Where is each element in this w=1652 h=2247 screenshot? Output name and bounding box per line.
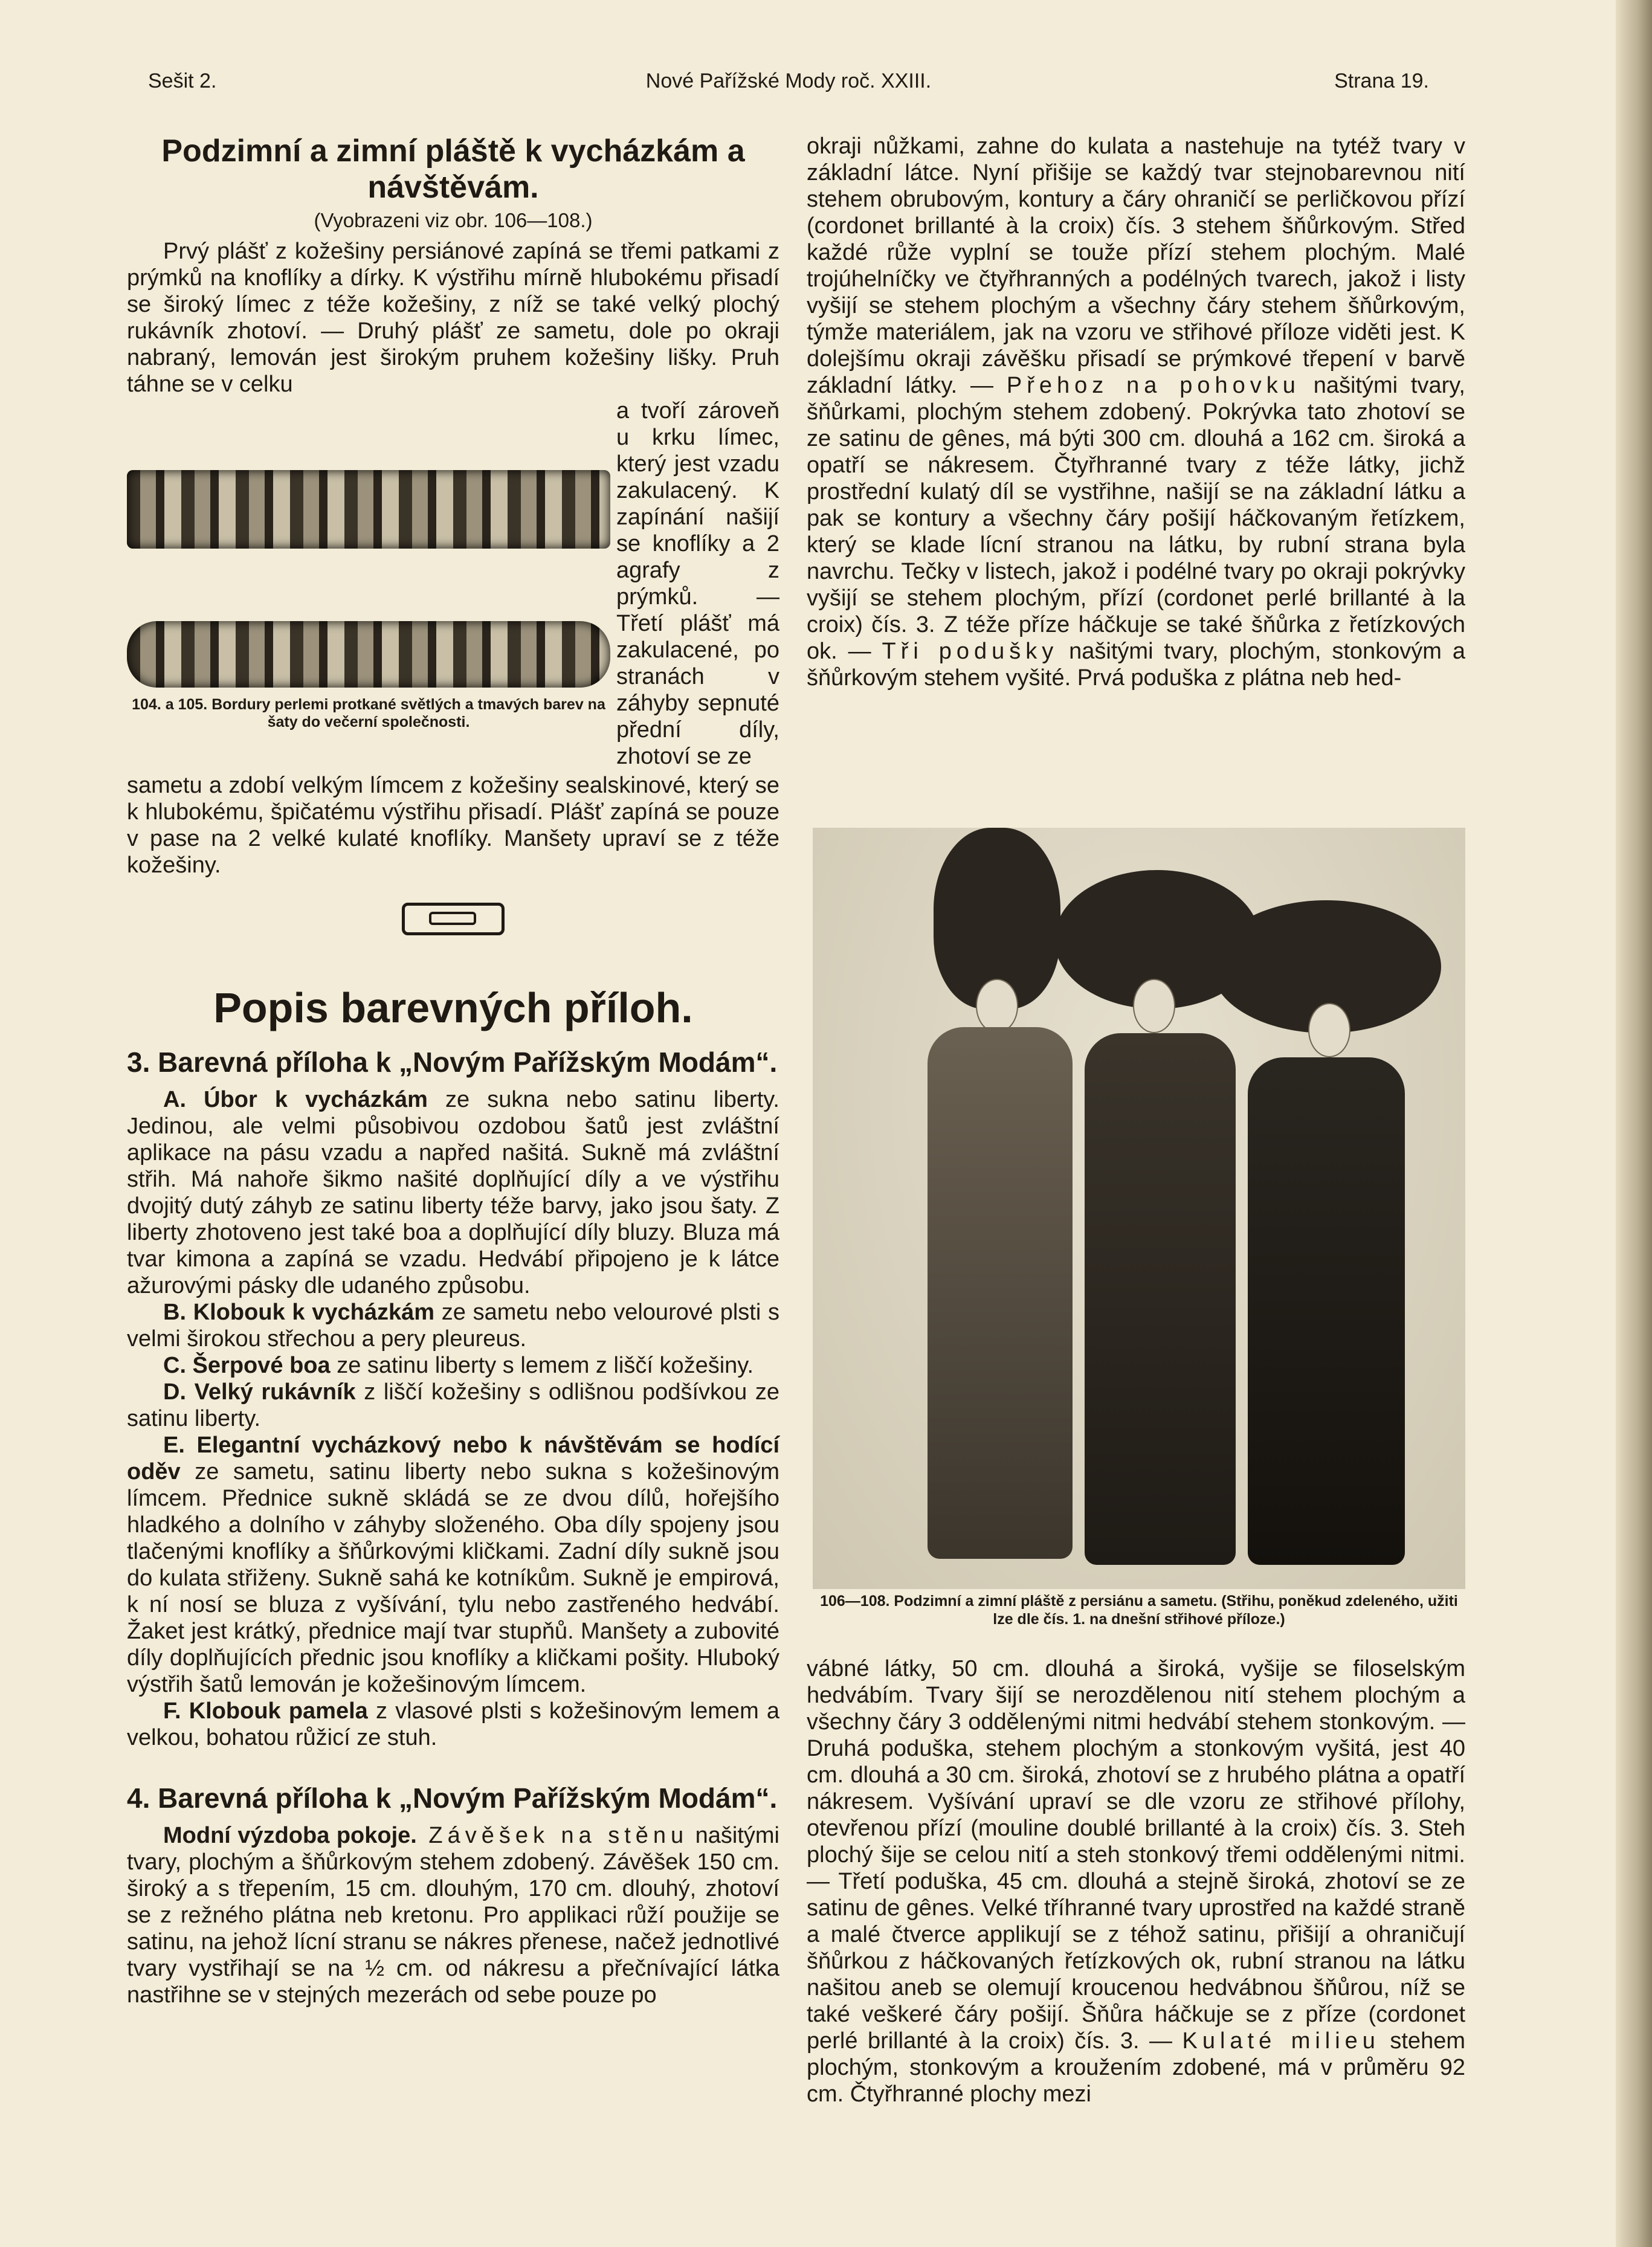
coats-paragraph: Prvý plášť z kožešiny persiánové zapíná se třemi patkami z prýmků na knoflíky a dírky. K výstřihu mírně hlubokému přisadí se široký límec z téže kožešiny, z níž se také velký plochý rukávník zhotoví. — Druhý plášť ze sametu, dole po okraji nabraný, lemován jest širokým pruhem kožešiny lišky. Pruh táhne se v celku [127,239,779,397]
right-column-bottom [807,1655,1465,2107]
couch-cover-word: Přehoz na pohovku [1006,373,1300,398]
left-column [127,133,779,2008]
wrapped-paragraph: a tvoří zároveň u krku límec, který jest vzadu zakulacený. K zapínání našijí se knoflíky a 2 agrafy z prýmků. — Třetí plášť má zakulacené, po stranách v záhyby sepnuté přední díly, zhotoví se ze [616,398,779,769]
item-d-text: z liščí kožešiny s odlišnou podšívkou ze satinu liberty. [127,1379,779,1431]
figure-reference-note: (Vyobrazeni viz obr. 106—108.) [314,209,593,231]
coats-paragraph-end: sametu a zdobí velkým límcem z kožešiny sealskinové, který se k hlubokému, špičatému výstřihu přisadí. Plášť zapíná se pouze v pase na 2 velké kulaté knoflíky. Manšety upraví se z téže kožešiny. [127,773,779,878]
item-d [127,1379,779,1432]
item-a-text: ze sukna nebo satinu liberty. Jedinou, ale velmi působivou ozdobou šatů jest zvláštní aplikace na pásu vzadu a napřed našitá. Sukně má zvláštní střih. Má nahoře šikmo našité doplňující díly a ve výstřihu dvojitý dutý záhyb ze satinu liberty téže barvy, jako jsou šaty. Z liberty zhotoveno jest také boa a doplňující díly bluzy. Bluza má tvar kimona a zapíná se vzadu. Hedvábí připojeno je k látce ažurovými pásky dle udaného způsobu. [127,1087,779,1298]
spacer [127,1751,779,1781]
right-text-2a: vábné látky, 50 cm. dlouhá a široká, vyšije se filoselským hedvábím. Tvary šijí se nerozdělenou nití stehem plochým a všechny čáry 3 oddělenými nitmi hedvábí stehem stonkovým. — Druhá poduška, stehem plochým a stonkovým vyšitá, jest 40 cm. dlouhá a 30 cm. široká, zhotoví se z hrubého plátna a opatří nákresem. Vyšívání upraví se dle vzoru ze střihové přílohy, otevřenou přízí (mouline doublé brillanté à la croix) čís. 3. Steh plochý šije se celou nití a steh stonkový třemi oddělenými nitmi. — Třetí poduška, 45 cm. dlouhá a stejně široká, zhotoví se ze satinu de gênes. Velké tříhranné tvary uprostřed na každé straně a malé čtverce applikují se z téhož satinu, přišijí a ohraničují šňůrkou z háčkovaných řetízkových ok, rubní stranou na látku našitou aneb se olemují kroucenou hedvábnou šňůrou, níž se také veškeré čáry pošijí. Šňůra háčkuje se z příze (cordonet perlé brillanté à la croix) čís. 3. — [807,1656,1465,2054]
ornament-divider [402,903,505,935]
item-d-lead: D. Velký rukávník [163,1379,356,1405]
item-c-lead: C. Šerpové boa [163,1353,331,1378]
right-text-1a: okraji nůžkami, zahne do kulata a nastehuje na tytéž tvary v základní látce. Nyní přišije se každý tvar stejnobarevnou nití stehem obrubovým, kontury a čáry ohraničí se perličkovou přízí (cordonet brillanté à la croix) čís. 3 stehem šňůrkovým. Střed každé růže vyplní se touže přízí stehem plochým. Malé trojúhelníčky ve čtyřhranných a podélných tvarech, jakož i listy vyšijí se stehem plochým a všechny čáry stehem šňůrkovým, týmže materiálem, jak na vzoru ve střihové příloze viděti jest. K dolejšímu okraji závěšku přisadí se prýmkové třepení v barvě základní látky. — [807,134,1465,398]
item-a [127,1086,779,1299]
item-e-text: ze sametu, satinu liberty nebo sukna s kožešinovým límcem. Přednice sukně skládá se ze dvou dílů, hořejšího hladkého a dolního v záhyby složeného. Oba díly spojeny jsou tlačenými knoflíky a šňůrkovými kličkami. Zadní díly sukně jsou do kulata střiženy. Sukně sahá ke kotníkům. Sukně je empirová, k ní nosí se bluza z vyšívání, tylu nebo zastřeného hedvábí. Žaket jest krátký, přednice mají tvar stupňů. Manšety a zubovité díly doplňujících přednic jsou knoflíky a kličkami pošity. Hluboký výstřih šatů lemován je kožešinovým límcem. [127,1459,779,1697]
right-text-1c: našitými tvary, plochým, stonkovým a šňůrkovým stehem vyšité. Prvá poduška z plátna neb hed- [807,639,1465,691]
section-title-supplements: Popis barevných příloh. [213,984,693,1031]
book-spine-shadow [1616,0,1652,2247]
item-c-text: ze satinu liberty s lemem z liščí kožešiny. [330,1353,754,1378]
header-issue: Sešit 2. [148,69,217,92]
item-b-lead: B. Klobouk k vycházkám [163,1300,435,1325]
right-text-1b: našitými tvary, šňůrkami, plochým stehem zdobený. Pokrývka tato zhotoví se ze satinu de gênes, má býti 300 cm. dlouhá a 162 cm. široká a opatří se nákresem. Čtyřhranné tvary z téže látky, jichž prostřední kulatý díl se vystřihne, našijí se na základní látku a pak se kontury a všechny čáry pošijí háčkovaným řetízkem, který se klade lícní stranou na látku, by rubní strana byla navrchu. Tečky v listech, jakož i podélné tvary po okraji pokrývky vyšijí se stehem plochým, přízí (cordonet perlé brillanté à la croix) čís. 3. Z téže příze háčkuje se také šňůrka z řetízkových ok. — [807,373,1465,664]
wall-hanging-word: Závěšek na stěnu [416,1823,689,1848]
right-paragraph-2 [807,1655,1465,2107]
item-b [127,1299,779,1352]
three-cushions-word: Tři podušky [882,639,1059,664]
right-column-top [807,133,1465,691]
item-e-lead: E. Elegantní vycházkový nebo k návštěvám se hodící oděv [127,1433,779,1485]
item-f-lead: F. Klobouk pamela [163,1698,368,1724]
page-header [148,69,1429,106]
item-e [127,1432,779,1698]
header-page-number: Strana 19. [1334,69,1429,92]
article-title-coats: Podzimní a zimní pláště k vycházkám a návštěvám. [161,134,745,205]
photo-caption: 106—108. Podzimní a zimní pláště z persiánu a sametu. (Střihu, poněkud zdeleného, užiti lze dle čís. 1. na dnešní střihové příloze.) [820,1593,1458,1628]
pearl-border-image-105 [127,621,610,688]
item-c [127,1352,779,1379]
supplement-3-title: 3. Barevná příloha k „Novým Pařížským Modám“. [127,1046,778,1078]
item-b-text: ze sametu nebo velourové plsti s velmi širokou střechou a pery pleureus. [127,1300,779,1352]
woman-right-figure [1212,876,1441,1565]
pearl-border-image-104 [127,470,610,549]
coats-photograph [813,828,1465,1589]
item-f-text: z vlasové plsti s kožešinovým lemem a velkou, bohatou růžicí ze stuh. [127,1698,779,1750]
supplement-4-title: 4. Barevná příloha k „Novým Pařížským Modám“. [127,1782,778,1814]
right-paragraph-1 [807,133,1465,691]
header-journal-title: Nové Pařížské Mody roč. XXIII. [645,69,932,92]
right-text-2b: stehem plochým, stonkovým a kroužením zdobené, má v průměru 92 cm. Čtyřhranné plochy mezi [807,2028,1465,2107]
room-decoration-paragraph [127,1822,779,2008]
figure-borders [127,470,610,731]
item-f [127,1698,779,1751]
round-milieu-word: Kulaté milieu [1182,2028,1380,2054]
wrapped-text [616,398,779,770]
room-decoration-lead: Modní výzdoba pokoje. [163,1823,417,1848]
item-a-lead: A. Úbor k vycházkám [163,1087,428,1112]
figure-caption-borders: 104. a 105. Bordury perlemi protkané světlých a tmavých barev na šaty do večerní společnosti. [132,696,605,730]
figure-with-wrap-text [127,398,779,772]
room-decoration-text: našitými tvary, plochým a šňůrkovým stehem zdobený. Závěšek 150 cm. široký a s třepením, 15 cm. dlouhým, 170 cm. dlouhý, zhotoví se z režného plátna neb kretonu. Pro applikaci růží použije se satinu, na jehož lícní stranu se nákres přenese, načež jednotlivé tvary vystřihají se na ½ cm. od nákresu a přečnívající látka nastřihne se v stejných mezerách od sebe pouze po [127,1823,779,2008]
